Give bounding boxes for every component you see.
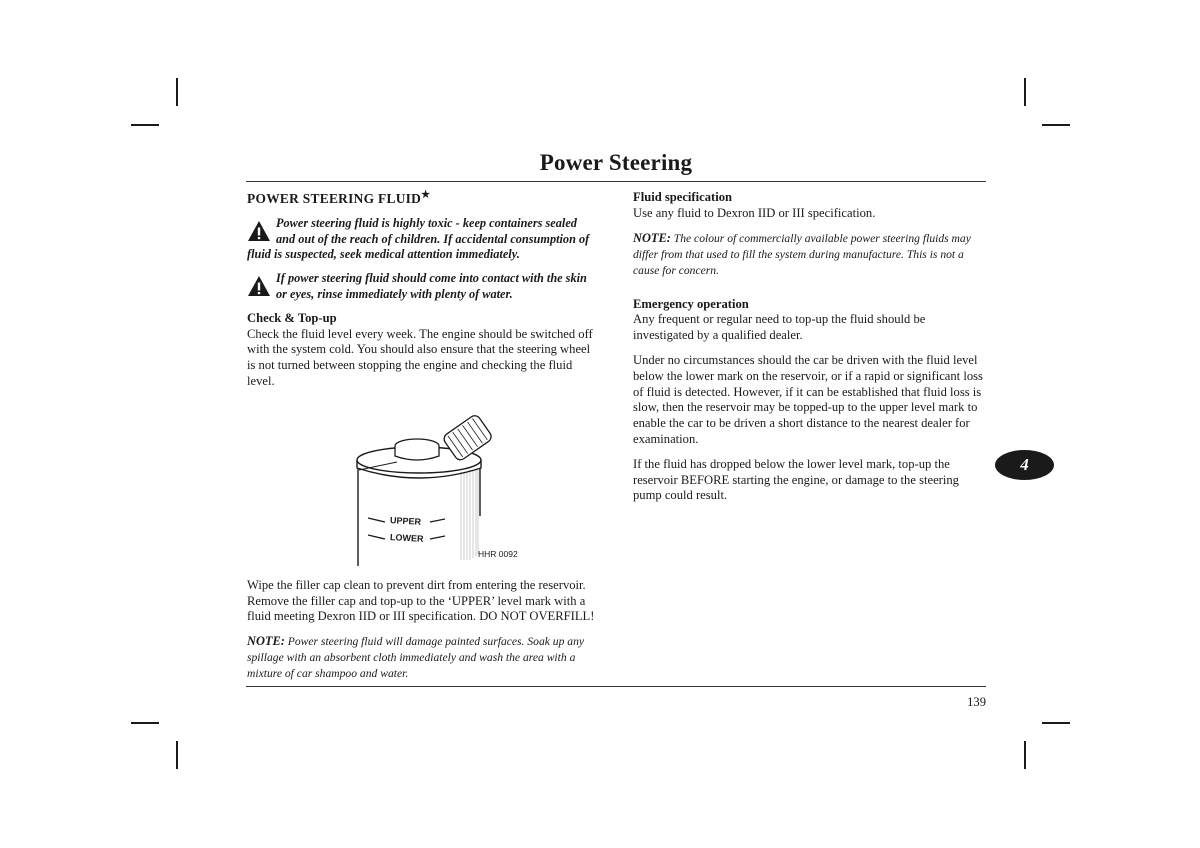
left-column xyxy=(247,190,599,688)
emergency-paragraph: Any frequent or regular need to top-up the fluid should be investigated by a qualified dealer. xyxy=(633,312,926,343)
section-heading-text: POWER STEERING FLUID xyxy=(247,191,422,206)
emergency-paragraph: If the fluid has dropped below the lower level mark, top-up the reservoir BEFORE starting the engine, or damage to the steering pump could result. xyxy=(633,456,959,503)
warning-skin xyxy=(247,271,599,303)
lower-level-label: LOWER xyxy=(389,531,424,544)
note-text: Power steering fluid will damage painted surfaces. Soak up any spillage with an absorbent cloth immediately and wash the area with a mixture of car shampoo and water. xyxy=(247,635,585,681)
page-title: Power Steering xyxy=(539,150,693,175)
crop-mark xyxy=(176,741,178,769)
spec-paragraph: Use any fluid to Dexron IID or III specification. xyxy=(633,205,876,220)
wipe-paragraph: Wipe the filler cap clean to prevent dirt from entering the reservoir. Remove the filler cap and top-up to the ‘UPPER’ level mark with a fluid meeting Dexron IID or III specification. DO NOT OVERFILL! xyxy=(247,577,595,624)
page-number: 139 xyxy=(967,695,986,709)
crop-mark xyxy=(1024,741,1026,769)
warning-text: If power steering fluid should come into contact with the skin or eyes, rinse immediately with plenty of water. xyxy=(276,271,587,301)
crop-mark xyxy=(131,722,159,724)
crop-mark xyxy=(1024,78,1026,106)
section-heading xyxy=(247,191,599,207)
warning-text: Power steering fluid is highly toxic - keep containers sealed and out of the reach of children. If accidental consumption of fluid is suspected, seek medical attention immediately. xyxy=(247,215,590,262)
note-paint xyxy=(247,633,599,682)
crop-mark xyxy=(1042,124,1070,126)
header-rule xyxy=(246,181,986,182)
right-column xyxy=(633,190,986,510)
check-heading: Check & Top-up xyxy=(247,310,337,325)
reservoir-illustration xyxy=(247,410,599,568)
star-marker: ★ xyxy=(421,189,431,201)
emergency-paragraph: Under no circumstances should the car be driven with the fluid level below the lower mark on the reservoir, or if a rapid or significant loss of fluid is detected. However, if it can be established that fluid loss is slow, then the reservoir may be topped-up to the upper level mark to enable the car to be driven a short distance to the nearest dealer for examination. xyxy=(633,352,983,446)
crop-mark xyxy=(131,124,159,126)
check-paragraph: Check the fluid level every week. The engine should be switched off with the system cold. You should also ensure that the steering wheel is not turned between stopping the engine and checking the fluid level. xyxy=(247,326,593,388)
note-label: NOTE: xyxy=(247,634,285,649)
upper-level-label: UPPER xyxy=(389,514,422,527)
note-colour xyxy=(633,230,986,279)
warning-triangle-icon xyxy=(247,220,271,242)
crop-mark xyxy=(176,78,178,106)
warning-toxic xyxy=(247,216,599,263)
spec-heading: Fluid specification xyxy=(633,190,733,204)
warning-triangle-icon xyxy=(247,275,271,297)
footer-rule xyxy=(246,686,986,687)
note-text: The colour of commercially available power steering fluids may differ from that used to fill the system during manufacture. This is not a cause for concern. xyxy=(633,231,971,277)
figure-code: HHR 0092 xyxy=(478,548,518,559)
crop-mark xyxy=(1042,722,1070,724)
chapter-tab: 4 xyxy=(995,450,1054,480)
emergency-heading: Emergency operation xyxy=(633,296,749,311)
note-label: NOTE: xyxy=(633,230,671,245)
